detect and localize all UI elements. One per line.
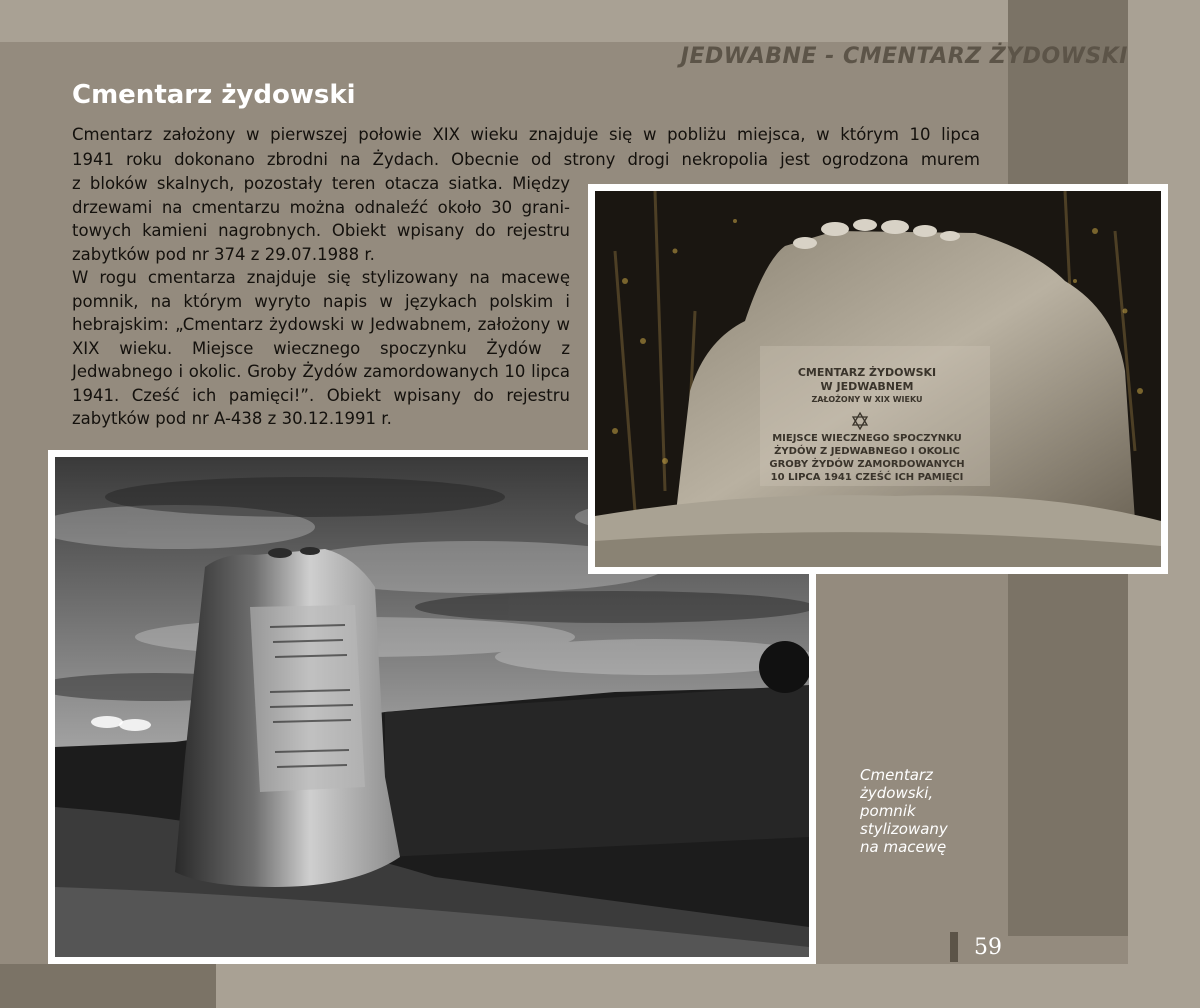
running-head: JEDWABNE - CMENTARZ ŻYDOWSKI (680, 44, 1128, 69)
caption-line: stylizowany (860, 820, 948, 838)
body-paragraph-1: z bloków skalnych, pozostały teren otacza siatka. Między drzewami na cmentarzu można odnaleźć około 30 granitowych kamieni nagrobnych. Obiekt wpisany do rejestru zabytków pod nr 374 z 29.07.1988 r. (72, 174, 570, 264)
photo-color-image (595, 191, 1161, 567)
body-column (72, 172, 570, 431)
inscription-line-5: ŻYDÓW Z JEDWABNEGO I OKOLIC (774, 446, 960, 457)
page-number: 59 (974, 935, 1002, 960)
bottom-band-dark (0, 964, 216, 1008)
inscription-line-3: ZAŁOŻONY W XIX WIEKU (811, 395, 923, 404)
photo-monument-color (588, 184, 1168, 574)
page-number-bar (950, 932, 958, 962)
top-band (0, 0, 1008, 42)
inscription-line-4: MIEJSCE WIECZNEGO SPOCZYNKU (772, 433, 962, 444)
caption-line: na macewę (860, 838, 947, 856)
inscription-line-2: W JEDWABNEM (820, 380, 914, 393)
caption-line: Cmentarz (860, 766, 933, 784)
inscription-line-7: 10 LIPCA 1941 CZEŚĆ ICH PAMIĘCI (770, 472, 964, 483)
caption-line: pomnik (860, 802, 916, 820)
body-paragraph-2: W rogu cmentarza znajduje się stylizowany na macewę pomnik, na którym wyryto napis w językach polskim i hebrajskim: „Cmentarz żydowski w Jedwabnem, założony w XIX wieku. Miejsce wiecznego spoczynku Żydów z Jedwabnego i okolic. Groby Żydów zamordowanych 10 lipca 1941. Cześć ich pamięci!”. Obiekt wpisany do rejestru zabytków pod nr A-438 z 30.12.1991 r. (72, 268, 570, 428)
bottom-band-light (216, 964, 1128, 1008)
page-title: Cmentarz żydowski (72, 80, 356, 110)
photo-caption (860, 766, 980, 856)
inscription-line-6: GROBY ŻYDÓW ZAMORDOWANYCH (769, 459, 965, 470)
inscription-line-1: CMENTARZ ŻYDOWSKI (797, 366, 937, 379)
caption-line: żydowski, (860, 784, 934, 802)
body-line-1: Cmentarz założony w pierwszej połowie XIX wieku znajduje się w pobliżu miejsca, w którym 10 lipca (72, 125, 980, 144)
body-line-2: 1941 roku dokonano zbrodni na Żydach. Obecnie od strony drogi nekropolia jest ogrodzona murem (72, 150, 980, 169)
